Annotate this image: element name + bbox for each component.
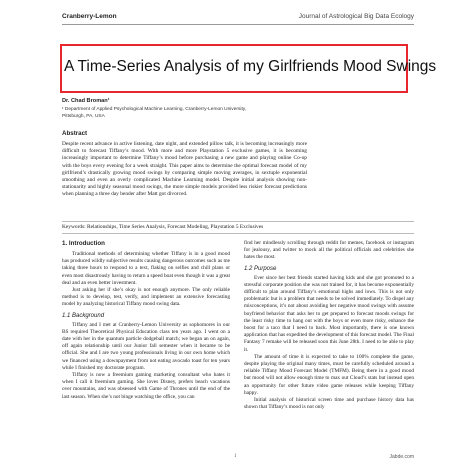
- intro-paragraph-1: Traditional methods of determining whether Tiffany is in a good mood has produced wildly subjective results causing dangerous outcomes such as me taking three hours to respond to a text, flaking on selfies and chill plans or even most disastrously having to return a speed boat even though it was a great deal and an even better investment.: [62, 251, 230, 286]
- purpose-paragraph-1: Ever since her best friends started having kids and she got promoted to a stressful corporate position she was not trained for, it has become exponentially difficult to plan around Tiffany’s emotional highs and lows. This is not only problematic but is a problem that needs to be solved immediately. To dispel any misconceptions, it’s not about avoiding her negative mood swings with assume boyfriend behavior that asks her to get prepared to forecast moods swings for the least risky time to hang out with the boys or even more risky, enhance the boost for a taco that I need to back. Most importantly, there is one known application that has expedited the development of this forecast model. The Final Fantasy 7 remake will be released soon this June 28th. I need to be able to play it.: [244, 274, 414, 353]
- page-number: 1: [234, 454, 237, 459]
- keywords-line: Keywords: Relationships, Time Series Analysis, Forecast Modeling, Playstation 5 Exclusives: [62, 224, 264, 230]
- author-affiliation: ¹ Department of Applied Psychological Machine Learning, Cranberry-Lemon University, Pittsburgh, PA, USA: [62, 107, 247, 119]
- left-column: [62, 240, 230, 401]
- footer-site: Jabde.com: [389, 454, 414, 460]
- author-name: Dr. Chad Broman¹: [62, 98, 110, 104]
- background-paragraph-1: Tiffany and I met at Cranberry-Lemon University as sophomores in our BS required Theoretical Physical Education class ten years ago. I went on a date with her in the quantum particle dodgeball match; we began an on again, off again relationship until our Junior fall semester when it became to be official. She and I are two young professionals living in our own home which we financed using a downpayment from not eating avocado toast for ten years while I finished my doctorate program.: [62, 321, 230, 371]
- keywords-rule-top: [62, 221, 414, 222]
- section-introduction-heading: 1. Introduction: [62, 240, 105, 247]
- background-paragraph-2: Tiffany is now a freemium gaming marketing consultant who hates it when I call it freemium gaming. She loves Disney, prefers beach vacations over mountains, and was obsessed with Game of Thrones until the end of the last season. When she’s not binge watching the office, you can: [62, 372, 230, 400]
- subsection-background-heading: 1.1 Background: [62, 312, 105, 319]
- background-paragraph-continued: find her mindlessly scrolling through reddit for memes, facebook or instagram for jealousy, and twitter to mock all the political officials and celebrities she hates the most.: [244, 240, 414, 261]
- subsection-purpose-heading: 1.2 Purpose: [244, 265, 277, 272]
- purpose-paragraph-3: Initial analysis of historical screen time and purchase history data has shown that Tiffany’s mood is not only: [244, 397, 414, 411]
- purpose-paragraph-2: The amount of time it is expected to take to 100% complete the game, despite playing the original many times, must be carefully scheduled around a reliable Tiffany Mood Forecast Model (TMFM). Being there in a good mood but mood will not allow enough time to max out Cloud’s stats but instead open an opportunity for other future video game releases while keeping Tiffany happy.: [244, 353, 414, 396]
- right-column: [244, 240, 414, 411]
- paper-title: A Time-Series Analysis of my Girlfriends Mood Swings: [64, 58, 437, 75]
- abstract-heading: Abstract: [62, 130, 88, 137]
- intro-paragraph-2: Just asking her if she’s okay is not enough anymore. The only reliable method is to develop, test, verify, and implement an extensive forecasting model by analyzing historical Tiffany mood swing data.: [62, 287, 230, 308]
- journal-header-left: Cranberry-Lemon: [62, 13, 117, 20]
- keywords-rule-bottom: [62, 233, 414, 234]
- journal-header-right: Journal of Astrological Big Data Ecology: [298, 13, 414, 20]
- abstract-text: Despite recent advance in active listening, date night, and extended pillow talk, it is becoming increasingly more difficult to forecast Tiffany’s mood. With more and more Playstation 5 exclusive games, it is becoming increasingly important to determine Tiffany’s mood before purchasing a new game and playing online Co-op with the boys every evening for a week straight. This paper aims to determine the optimal forecast model of my girlfriend’s drastically growing mood swings by comparing simple moving averages, in sextuple exponential smoothing and even an overly complicated Machine Learning model. Despite initial analysis showing non-stationarity and highly seasonal mood swings, the more simple models provided less riskier forecast predictions when planning a three day bender after Matt got divorced.: [62, 141, 307, 198]
- header-rule: [62, 24, 414, 25]
